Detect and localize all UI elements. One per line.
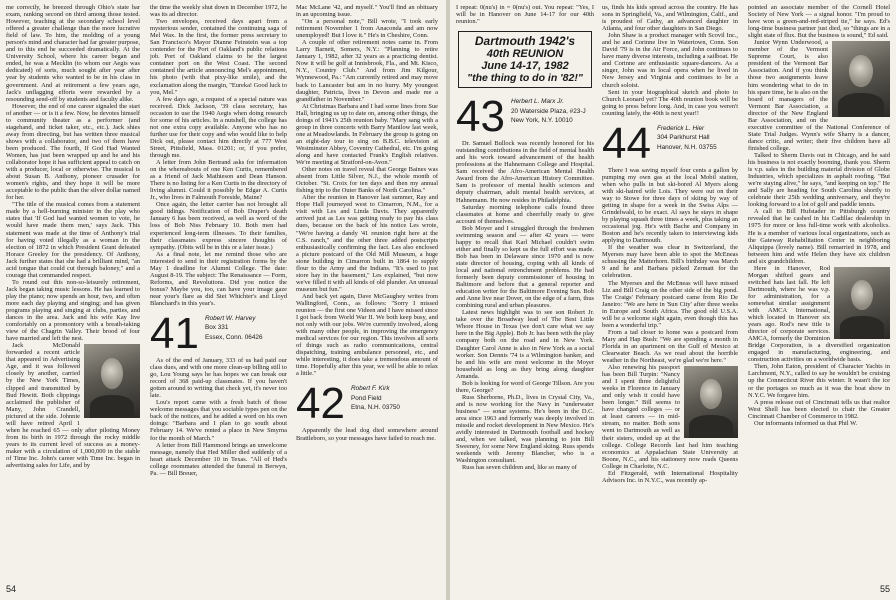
paragraph: Dr. Samuel Bullock was recently honored for his outstanding contributions in the field of mental health and his work toward advancement of the health professions at the Hahnemann College and Hospital. Sam received the Afro-American Mental Health Award from the Afro-American History Committee. Sam is professor of mental health sciences and deputy chairman, adult mental health services, at Hahnemann. He now resides in Philadelphia. — [456, 140, 594, 204]
banner-line: 40th REUNION — [486, 48, 564, 61]
john-crandell-photo — [84, 344, 140, 418]
right-page — [450, 0, 896, 600]
paragraph: At Christmas Barbara and I had some lines from Sue Hall, bringing us up to date on, among other things, the doings of 1941's 25th reunion baby. "Mary sang with a group in three concerts with Barry Manilow last week, one at Meadowlands. In February the group is going on an eight-day tour to sing on B.B.C. television at Westminster Abbey, Coventry Cathedral, etc. I'm going along and have contacted Frank's English relatives. We're meeting at Stratford-on-Avon." — [296, 102, 438, 167]
class-43-header — [456, 96, 594, 136]
paragraph: me correctly, he breezed through Ohio's state bar exam, ranking second on third among those tested. However, teaching at the secondary school level offered a greater challenge than the more lucrative field of law. To him, the molding of a young person's mind and character had far greater purpose, and to this end he succeeded dramatically. At the University School, where his career began and ended, he was a Mecklin (to whom our Aegis was dedicated) of sorts, much sought after year after year by students who wanted to be in his class in government. And at retirement a few years ago, Jack's unflagging efforts were rewarded by a resounding send-off by students and faculty alike. — [6, 4, 140, 103]
paragraph: Jack McDonald forwarded a recent article that appeared in Advertising Age, and it was followed closely by another, carried by the New York Times, clipped and transmitted by Bud Hewitt. Both clippings acclaimed the publisher of Many, John Crandell, pictured at the side. Johnnie will have retired April 1 when he reached 65 — only after piloting Money from its birth in 1972 through the rocky middle years to its current level of success as a money-maker with a circulation of 1,000,000 in the stable of Time Inc. John's career with Time Inc. began in advertising sales for Life, and by — [6, 342, 140, 470]
rod-morgan-photo — [834, 267, 890, 339]
banner-line: Dartmouth 1942's — [474, 34, 576, 49]
class-41-header — [150, 313, 287, 353]
banner-line: June 14-17, 1982 — [481, 60, 569, 73]
ed-fitzgerald-photo — [684, 366, 738, 438]
class-44-header — [602, 123, 738, 163]
paragraph: A press release out of Cincinnati tells us that realtor West Shell has been elected to chair the Greater Cincinnati Chamber of Commerce in 1982. — [748, 398, 890, 420]
class-42-header — [296, 383, 438, 423]
secretary-name: Robert W. Harvey — [204, 315, 256, 323]
paragraph: Bob is looking for word of George Tillson. Are you there, George? — [456, 379, 594, 394]
paragraph: Other notes on travel reveal that George Baines was absent from Little Silver, N.J., the whole month of October. "St. Croix for ten days and then my annual fishing trip to the Outer Banks of North Carolina." — [296, 166, 438, 195]
paragraph: I repeat: 0(nu's) in = 0(nu's) out. You repeat: "Yes, I will be in Hanover on June 14-17 for our 40th reunion." — [456, 4, 594, 26]
paragraph: Russ has seven children and, like so many of — [462, 464, 577, 472]
paragraph: A letter from Bill Hammond brings an unwelcome message, namely that Hed Miller died suddenly of a heart attack December 10 in Texas. "All of Hed's college roommates attended the funeral in Berwyn, Pa. — Bill Breuer, — [150, 441, 287, 477]
paragraph: However, the end of one career signaled the start of another — or is it a few. Now, he devotes himself to community theater as a performer (and stagehand, and ticket taker, etc., etc.). Jack shies away from directing, but has written three musical shows with a collaborator, and two of them have been produced. The fourth, If God Had Wanted Women, has just been wrapped up and he and his collaborator hope it has sufficient appeal to catch on with a producer, local or otherwise. The musical is about Susan B. Anthony, pioneer crusader for women's rights, and they hope it will be more acceptable to the public than the silver dollar named for her. — [6, 102, 140, 202]
paragraph: Mac McLane '42, and myself." You'll find an obituary in an upcoming issue. — [296, 4, 438, 19]
paragraph: the time the weekly shut down in December 1972, he was its ad director. — [150, 4, 287, 19]
page-number: 54 — [6, 584, 17, 594]
paragraph: Then, John Eaton, president of Character Yachts in Larchmont, N.Y., called to say he wouldn't be cruising up the Connecticut River this winter. It wasn't the ice or the portages so much as it was the boat show in N.Y.C. We forgave him. — [748, 363, 890, 399]
paragraph: John Shaw is a product manager with Scovil Inc., and he and Corinne live in Watertown, Conn. Son David '79 is in the Air Force, and John continues to have many diverse interests, including a sailboat. He and Corinne are enthusiastic square-dancers. As a singer, John was in local opera when he lived in New Jersey and Virginia and continues to be a church soloist. — [602, 32, 738, 89]
paragraph: Two envelopes, received days apart from a mysterious sender, contained the continuing saga of Mel Wax. In the first, the former press secretary to San Francisco's Mayor Dianne Feinstein was a top contender for the Port of Oakland's public relations job. Port of Oakland claims to be the largest container port on the West Coast. The second contained the article announcing Mel's appointment, his photo (with that pixy-like smile), and the exclamation along the margin, "Eureka! Good luck to you, Mel." — [150, 18, 287, 96]
address-line: 20 Waterside Plaza, #23-J — [510, 107, 586, 115]
right-column-3 — [748, 4, 890, 586]
paragraph: "The title of the musical comes from a statement made by a hell-burning minister in the play who states that 'If God had wanted women to vote, he would have made them men,' says Jack. This statement was made at the time of Anthony's trial for having voted illegally as a woman in the election of 1872 in which President Grant defeated Horace Greeley for the presidency. Of Anthony, Jack further states that she had a brilliant mind, "an acid tongue that could cut through baloney," and a courage that commanded respect. — [6, 201, 140, 279]
paragraph: Bob Moyer and I struggled through the freshmen swimming season and — after 42 years — were happy to recall that Karl Michael couldn't swim either and finally so kept us the full effort was made. Bob has been in Delaware since 1970 and is now state director of housing, coping with all kinds of local and national retrenchment problems. He had formerly been deputy commissioner of housing in Baltimore and before that a general reporter and education writer for the Baltimore Evening Sun. Bob and Anne live near Dover, on the edge of a farm, thus combining rural and urban pleasures. — [456, 224, 594, 310]
paragraph: From a tad closer to home was a postcard from Mary and Hap Bush: "We are spending a month in Florida in an apartment on the Gulf of Mexico at Clearwater Beach. As we read about the horrible weather in the Northeast, we're glad we're here." — [602, 328, 738, 365]
paragraph: A letter from John Bertrand asks for information on the whereabouts of one Ken Curtis, remembered as a friend of Jack Mathieson and Dean Hanson. There is no listing for a Ken Curtis in the directory of living alumni. Could it possibly be Edgar A. Curtis Jr., who lives in Falmouth Foreside, Maine? — [150, 159, 287, 202]
wynn-underwood-photo — [832, 41, 890, 117]
paragraph: Once again, the letter carrier has not brought all good tidings. Notification of Bob Draper's death January 6 has been received, as well as word of the loss of Bob Niss February 10. Both men had experienced long-term illnesses. To their families, their classmates express sincere thoughts of sympathy. (Obits will be in this or a later issue.) — [150, 201, 287, 251]
left-page — [0, 0, 446, 600]
paragraph: As of the end of January, 333 of us had paid our class dues, and with one more clean-up billing still to go, Lou Young says he has hopes we can break our record of 368 paid-up classmates. If you haven't gotten around to writing that check yet, it's never too late. — [150, 357, 287, 400]
class-number: 43 — [456, 96, 505, 137]
paragraph: If the weather was clear in Switzerland, the Myerses may have been able to spot the McEneas schussing the Matterhorn. Bill's birthday was March 9 and he and Barbara picked Zermatt for the celebration. — [602, 244, 738, 280]
paragraph: The Myerses and the McEneas will have missed Liz and Bill Craig on the other side of the big pond. The Craigs' February postcard came from Rio De Janeiro: "We are here in 'Sun City' after three weeks in Europe and South Africa. The good old U.S.A. will be a welcome sight again, even though this has been a wonderful trip." — [602, 279, 738, 329]
right-column-2 — [602, 4, 738, 586]
paragraph: Here in Hanover, Rod Morgan shifted gears and switched hats last fall. He left Dartmouth, where he was v.p. for administration, for a somewhat similar assignment with AMCA International, which located in Hanover six years ago. Rod's new title is director of corporate services. AMCA, formerly the Dominion Bridge Corporation, is a diversified organization engaged in manufacturing, engineering, and construction activities on a worldwide basis. — [748, 264, 890, 364]
paragraph: After the reunion in Hanover last summer, Ray and Hope Hall journeyed west to Cimarron, N.M., for a visit with Les and Linda Davis. They apparently arrived just as Les was getting ready to pay his class dues, because on the back of his notice Les wrote, "We're having a dandy '41 reunion right here at the C.S. ranch," and the other three added postscripts enthusiastically confirming the fact. Les also enclosed a picture postcard of the Old Mill Museum, a huge stone building in Cimarron built in 1864 to supply flour to the Army and the Indians. "It's used to just store hay in the basement," Les explained, "but now we've filled it with all kinds of old plunder. An unusual museum but fun." — [296, 194, 438, 293]
paragraph: Talked to Sherm Davis out in Chicago, and he said his business is not exactly booming, thank you. Sherm is v.p. sales in the building material division of Globe Industries, which specializes in asphalt roofing. "But we're staying alive," he says, "and keeping on top." He and Sally are heading for South Carolina shortly to celebrate their 25th wedding anniversary, and they're looking forward to a lot of golf and paddle tennis. — [748, 151, 890, 209]
left-column-2 — [150, 4, 287, 584]
reunion-banner — [458, 31, 592, 88]
paragraph: Russ Sherborne, Ph.D., lives in Crystal City, Va., and is now working for the Navy in "underwater business" — sonar systems. He's been in the D.C. area since 1963 and formerly was deeply involved in missile and rocket development in New Mexico. He's avidly interested in Dartmouth football and hockey and, when we talked, was planning to join Bill Sweeney, for some New England skiing. Russ spends weekends with Jeremy Blancher, who is a Washington consultant. — [456, 393, 594, 465]
paragraph: A few days ago, a request of a special nature was received. Dick Jackson, '39 class secretary, has occasion to use the 1940 Aegis when doing research for some of his articles. In a nutshell, the college has not one extra copy available. Anyone who has no further use for their copy and who would like to help Dick out, please contact him directly at 777 West Street, Pittsfield, Mass. 01201; or, if you prefer, through me. — [150, 95, 287, 159]
address-line: New York, N.Y. 10010 — [510, 116, 573, 124]
paragraph: A call to Bill Hufstader in Pittsburgh country revealed that he cashed in his Cadillac dealership in 1975 for more or less full-time work with alcoholics. He is a member of various local organizations, such as the Gateway Rehabilitation Center in neighboring Aliquippa (lovely name). Bill remarried in 1978, and between him and wife Helen they have six children and six grandchildren. — [748, 208, 890, 265]
page-number: 55 — [879, 584, 890, 594]
paragraph: Our informants informed us that Phil W. — [754, 419, 858, 427]
paragraph: Apparently the lead dog died somewhere around Brattleboro, so your messages have failed to reach me. — [296, 427, 438, 442]
paragraph: And back yet again, Dave McGaughey writes from Wallingford, Conn., as follows: "Sorry I missed reunion — the first one Videen and I have missed since I got back from World War II. We both keep busy, and not only with our jobs. We're currently involved, along with many other people, in improving the emergency medical services for our region. This involves all sorts of things such as radio communications, central dispatching, training ambulance personnel, etc., and while interesting, it does take a tremendous amount of time. Hopefully after this year, we will be able to relax a little." — [296, 292, 438, 378]
secretary-name: Robert F. Kirk — [350, 385, 390, 393]
address-line: Box 331 — [204, 324, 229, 332]
address-line: Essex, Conn. 06426 — [204, 333, 263, 341]
address-line: Etna, N.H. 03750 — [350, 404, 400, 412]
paragraph: Lou's report came with a fresh batch of those welcome messages that you sociable types pen on the back of the notices, and he added a word on his own doings: "Barbara and I plan to go south about February 14. We've rented a place in New Smyrna for the month of March." — [150, 399, 287, 442]
banner-line: "the thing to do in '82!" — [467, 72, 583, 85]
address-line: Pond Field — [350, 394, 382, 402]
address-line: Hanover, N.H. 03755 — [656, 143, 717, 151]
paragraph: us, finds his kids spread across the country. He has sons in Springfield, Va., and Wilmington, Calif., and is proudest of Cathy, an advanced daughter in Atlanta, and four other daughters in San Diego. — [602, 4, 738, 33]
left-column-1 — [6, 4, 140, 584]
class-number: 41 — [150, 313, 199, 354]
paragraph: To round out this non-so-leisurely retirement, Jack began taking music lessons. He has learned to play the piano; now spends an hour, two, and often more each day playing and singing; and has given programs playing and singing at clubs, parties, and dances in the area. Jack and his wife Kay live comfortably on a promontory with a breath-taking view of the Chagrin Valley. Their brood of four have married and left the nest. — [6, 278, 140, 343]
paragraph: Junior Wynn Underwood, a member of the Vermont Supreme Court, is also president of the Vermont Bar Association. And if you think those two assignments leave him wondering what to do in his spare time, he is also on the board of managers of the Vermont Bar Association, a director of the New England Bar Association, and on the executive committee of the National Conference of State Trial Judges. Wynn's wife Sharry is a dancer, dance critic, and writer; their five children have all finished college. — [748, 39, 890, 152]
secretary-name: Herbert L. Marx Jr. — [510, 98, 564, 106]
paragraph: pointed an associate member of the Cornell Hotel Society of New York — a signal honor. "I'm proud to have won a green-and-red-striped tie," he says. Ed's long-time business partner just died, so "things are in a slight state of flux. But the business is sound," Ed said. — [748, 4, 890, 40]
paragraph: "On a personal note," Bill wrote, "I took early retirement November 1 from Anaconda and am now unemployed! But I love it." He's in Cheshire, Conn. — [296, 18, 438, 40]
paragraph: Latest news highlight was to see son Robert Jr. take over the Broadway lead of The Best Little Whore House in Texas (we don't care what we say here in the Big Apple). Bob Jr. has been with the play company both on the road and in New York. Daughter Carol Anne is also in New York as a social worker. Son Dennis '74 is a Wilmington banker, and he and his wife are most welcome in the Moyer household as long as they bring along daughter Amanda. — [456, 309, 594, 380]
paragraph: Sent in your biographical sketch and photo to Church Leonard yet? The 40th reunion book will be going to press before long. And, in case you weren't counting lately, the 40th is next year!! — [602, 88, 738, 117]
paragraph: A couple of other retirement notes came in. From Larry Barnett, Somers, N.Y.: "Planning to retire January 1, 1982, after 32 years as a practicing dentist. Now it will be golf at Innisbrook, Fla., and Mt. Kisco, N.Y., Country Club." And from Jim Kilgour, Wynnewood, Pa.: "Am currently retired and may move back to Lancaster but am in no hurry. My youngest daughter, Patricia, lives in Devon and made me a grandfather in November." — [296, 39, 438, 103]
class-number: 44 — [602, 122, 651, 163]
paragraph: Saturday morning telephone calls found three classmates at home and cheerfully ready to give account of themselves. — [456, 203, 594, 225]
paragraph: Also renewing his passport has been Bill Turpin: "Nancy and I spent three delightful weeks in Florence in January and only wish it could have been longer." Bill seems to have changed colleges — or at least careers — in mid-stream, no matter. Both sons went to Dartmouth as well as their sisters, ended up at the college. College Records last had him teaching economics at Appalachian State University at Boone, N.C., and his stationery now reads Queens College in Charlotte, N.C. — [602, 364, 738, 470]
class-number: 42 — [296, 383, 345, 424]
secretary-name: Frederick L. Hier — [656, 124, 705, 132]
left-column-3 — [296, 4, 438, 584]
paragraph: There I was saving myself four cents a gallon by pumping my own gas at the local Mobil station, when who pulls in but ski-bored Al Myers along with ski-haired wife Lois. They were out on their way to Stowe for three days of skiing by way of getting in shape for a week in the Swiss Alps — Grindelwald, to be exact. Al says he stays in shape by playing squash three times a week, plus taking an occasional jog. He's with Bache and Company in Boston and he's recently taken to interviewing kids applying to Dartmouth. — [602, 166, 738, 245]
address-line: 304 Parkhurst Hall — [656, 134, 710, 142]
right-column-1 — [456, 4, 594, 586]
paragraph: Ed Fitzgerald, with International Hospitality Advisors Inc. in N.Y.C., was recently ap- — [602, 469, 738, 484]
paragraph: As a final note, let me remind those who are interested to send in their registration forms by the May 1 deadline for Alumni College. The date: August 8-19. The subject: The Renaissance — Form, Reforms, and Revolutions. Did you notice the bonus? Maybe you, too, can have your image gaze near your's flare as did Stet Whichter's and Lloyd Blanchard's in this year's. — [150, 250, 287, 307]
